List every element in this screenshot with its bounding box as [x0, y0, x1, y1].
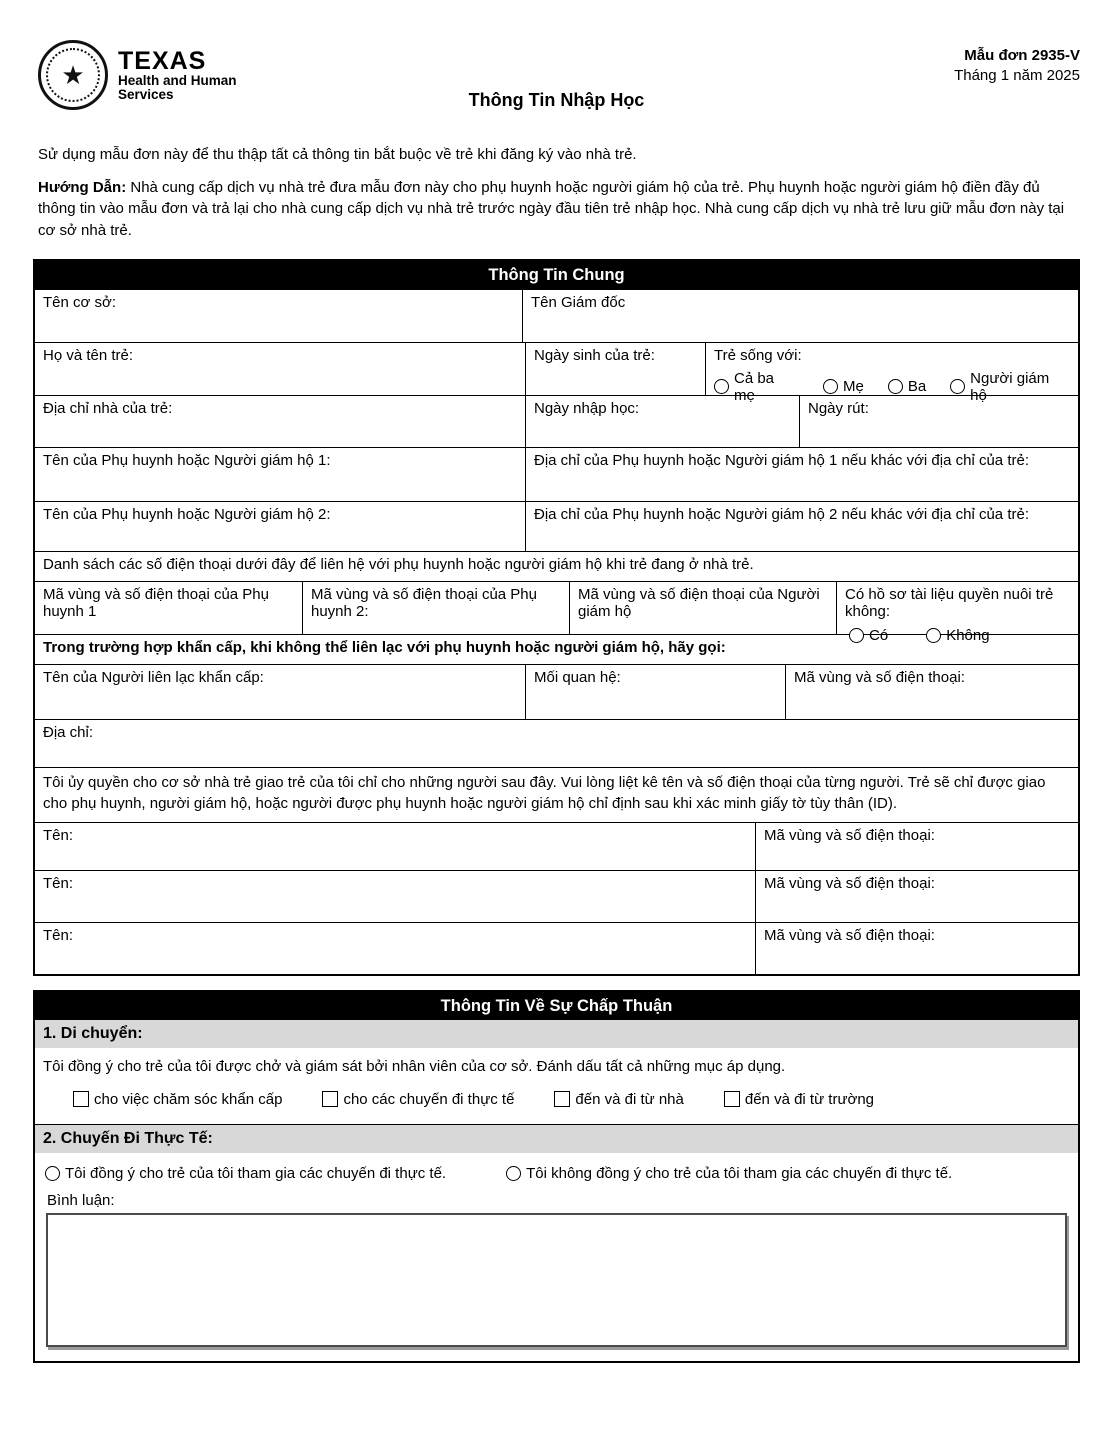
transport-options-row	[73, 1091, 1070, 1108]
lives-with-label: Trẻ sống với:	[714, 346, 802, 364]
emergency-note: Trong trường hợp khẩn cấp, khi không thể liên lạc với phụ huynh hoặc người giám hộ, hãy gọi:	[43, 638, 726, 656]
table-row	[35, 581, 1078, 644]
form-meta	[954, 46, 1080, 87]
parent2-address-field[interactable]	[525, 502, 1078, 551]
fieldtrip-subheader: 2. Chuyến Đi Thực Tế:	[35, 1124, 1078, 1153]
withdraw-date-label: Ngày rút:	[808, 399, 869, 417]
lives-with-both-radio[interactable]	[714, 379, 729, 394]
emergency-note-cell	[35, 635, 1078, 664]
table-row	[35, 551, 1078, 581]
enroll-date-field[interactable]	[525, 396, 799, 447]
child-address-field[interactable]	[35, 396, 525, 447]
emergency-care-checkbox[interactable]	[73, 1091, 89, 1107]
custody-field	[836, 582, 1078, 644]
fieldtrip-agree-label: Tôi đồng ý cho trẻ của tôi tham gia các chuyến đi thực tế.	[65, 1164, 447, 1182]
parent2-phone-label: Mã vùng và số điện thoại của Phụ huynh 2:	[311, 585, 537, 620]
child-name-label: Họ và tên trẻ:	[43, 346, 134, 364]
fieldtrip-options-row	[35, 1153, 1078, 1182]
release-row	[35, 922, 1078, 974]
instructions-label: Hướng Dẫn:	[38, 179, 127, 196]
custody-yes-label: Có	[869, 626, 889, 644]
lives-with-guardian-label: Người giám hộ	[970, 369, 1050, 404]
release-name-field[interactable]	[35, 823, 755, 870]
parent1-name-field[interactable]	[35, 448, 525, 501]
parent1-phone-field[interactable]	[35, 582, 302, 634]
transport-subheader: 1. Di chuyển:	[35, 1020, 1078, 1048]
emergency-name-field[interactable]	[35, 665, 525, 719]
instructions-body: Nhà cung cấp dịch vụ nhà trẻ đưa mẫu đơn này cho phụ huynh hoặc người giám hộ của trẻ. Phụ huynh hoặc người giám hộ điền đầy đủ thông tin vào mẫu đơn và trả lại cho nhà cung cấp dịch vụ nhà trẻ trước ngày đầu tiên trẻ nhập học. Nhà cung cấp dịch vụ nhà trẻ lưu giữ mẫu đơn này tại cơ sở nhà trẻ.	[38, 179, 1065, 239]
release-phone-field[interactable]	[755, 871, 1078, 922]
release-name-field[interactable]	[35, 871, 755, 922]
relationship-label: Mối quan hệ:	[534, 668, 621, 686]
facility-name-field[interactable]	[35, 290, 522, 342]
transport-body	[35, 1048, 1078, 1124]
phones-note: Danh sách các số điện thoại dưới đây để liên hệ với phụ huynh hoặc người giám hộ khi trẻ đang ở nhà trẻ.	[43, 555, 754, 573]
guardian-phone-field[interactable]	[569, 582, 836, 634]
director-name-label: Tên Giám đốc	[531, 293, 626, 311]
fieldtrip-disagree-label: Tôi không đồng ý cho trẻ của tôi tham gia các chuyến đi thực tế.	[526, 1164, 953, 1182]
release-phone-field[interactable]	[755, 923, 1078, 974]
lives-with-father-radio[interactable]	[888, 379, 903, 394]
fieldtrip-body	[35, 1153, 1078, 1347]
release-name-field[interactable]	[35, 923, 755, 974]
table-row	[35, 395, 1078, 447]
consent-header: Thông Tin Về Sự Chấp Thuận	[35, 992, 1078, 1020]
table-row	[35, 501, 1078, 551]
lives-with-father-label: Ba	[907, 378, 927, 396]
general-info-header: Thông Tin Chung	[35, 261, 1078, 289]
release-note-cell	[35, 768, 1078, 822]
phones-note-cell	[35, 552, 1078, 581]
logo-sub-text-1: Health and Human	[118, 72, 237, 88]
custody-label: Có hồ sơ tài liệu quyền nuôi trẻ không:	[845, 585, 1054, 620]
table-row	[35, 289, 1078, 342]
parent2-address-label: Địa chỉ của Phụ huynh hoặc Người giám hộ 2 nếu khác với địa chỉ của trẻ:	[534, 505, 1029, 523]
table-row	[35, 342, 1078, 404]
release-name-label: Tên:	[43, 926, 74, 944]
enroll-date-label: Ngày nhập học:	[534, 399, 640, 417]
emergency-phone-field[interactable]	[785, 665, 1078, 719]
instructions-text	[38, 177, 1080, 241]
star-icon: ★	[61, 60, 85, 90]
parent2-phone-field[interactable]	[302, 582, 569, 634]
release-name-label: Tên:	[43, 826, 74, 844]
lives-with-field	[705, 343, 1078, 404]
parent2-name-field[interactable]	[35, 502, 525, 551]
guardian-phone-label: Mã vùng và số điện thoại của Người giám hộ	[578, 585, 820, 620]
withdraw-date-field[interactable]	[799, 396, 1078, 447]
release-note: Tôi ủy quyền cho cơ sở nhà trẻ giao trẻ của tôi chỉ cho những người sau đây. Vui lòng liệt kê tên và số điện thoại của từng người. Trẻ sẽ chỉ được giao cho phụ huynh, người giám hộ, hoặc người được phụ huynh hoặc người giám hộ chỉ định sau khi xác minh giấy tờ tùy thân (ID).	[43, 773, 1046, 812]
release-row	[35, 822, 1078, 870]
logo-sub-text-2: Services	[118, 87, 174, 103]
parent1-phone-label: Mã vùng và số điện thoại của Phụ huynh 1	[43, 585, 269, 620]
release-name-label: Tên:	[43, 874, 74, 892]
to-from-school-checkbox[interactable]	[724, 1091, 740, 1107]
lives-with-mother-radio[interactable]	[823, 379, 838, 394]
emergency-phone-label: Mã vùng và số điện thoại:	[794, 668, 965, 686]
emergency-care-label: cho việc chăm sóc khẩn cấp	[94, 1090, 283, 1108]
lives-with-both-label: Cả ba mẹ	[734, 369, 775, 404]
release-phone-field[interactable]	[755, 823, 1078, 870]
table-row	[35, 664, 1078, 719]
emergency-address-label: Địa chỉ:	[43, 723, 94, 741]
emergency-name-label: Tên của Người liên lạc khẩn cấp:	[43, 668, 264, 686]
director-name-field[interactable]	[522, 290, 1078, 342]
to-from-home-checkbox[interactable]	[554, 1091, 570, 1107]
page-title: Thông Tin Nhập Học	[468, 90, 645, 110]
comments-input[interactable]	[46, 1213, 1067, 1347]
parent1-address-label: Địa chỉ của Phụ huynh hoặc Người giám hộ 1 nếu khác với địa chỉ của trẻ:	[534, 451, 1029, 469]
logo-texas-text: TEXAS	[118, 46, 207, 75]
lives-with-guardian-radio[interactable]	[950, 379, 965, 394]
form-date: Tháng 1 năm 2025	[954, 67, 1080, 85]
page-header	[0, 0, 1113, 132]
field-trips-label: cho các chuyến đi thực tế	[343, 1090, 515, 1108]
to-from-home-label: đến và đi từ nhà	[575, 1090, 684, 1108]
relationship-field[interactable]	[525, 665, 785, 719]
release-phone-label: Mã vùng và số điện thoại:	[764, 926, 935, 944]
child-dob-field[interactable]	[525, 343, 705, 395]
release-row	[35, 870, 1078, 922]
lives-with-mother-label: Mẹ	[842, 378, 864, 396]
table-row	[35, 719, 1078, 767]
fieldtrip-agree-radio[interactable]	[45, 1166, 60, 1181]
parent2-name-label: Tên của Phụ huynh hoặc Người giám hộ 2:	[43, 505, 331, 523]
intro-text: Sử dụng mẫu đơn này để thu thập tất cả thông tin bắt buộc về trẻ khi đăng ký vào nhà trẻ.	[38, 146, 637, 163]
release-phone-label: Mã vùng và số điện thoại:	[764, 874, 935, 892]
comments-label: Bình luận:	[47, 1191, 115, 1209]
transport-consent-text: Tôi đồng ý cho trẻ của tôi được chở và giám sát bởi nhân viên của cơ sở. Đánh dấu tất cả những mục áp dụng.	[43, 1057, 786, 1075]
to-from-school-label: đến và đi từ trường	[744, 1090, 875, 1108]
child-name-field[interactable]	[35, 343, 525, 395]
emergency-address-field[interactable]	[35, 720, 1078, 767]
consent-table	[33, 990, 1080, 1363]
parent1-name-label: Tên của Phụ huynh hoặc Người giám hộ 1:	[43, 451, 331, 469]
field-trips-checkbox[interactable]	[322, 1091, 338, 1107]
parent1-address-field[interactable]	[525, 448, 1078, 501]
child-address-label: Địa chỉ nhà của trẻ:	[43, 399, 173, 417]
facility-name-label: Tên cơ sở:	[43, 293, 117, 311]
table-row	[35, 634, 1078, 664]
table-row	[35, 447, 1078, 501]
form-number: Mẫu đơn 2935-V	[964, 47, 1080, 64]
custody-no-label: Không	[946, 626, 990, 644]
child-dob-label: Ngày sinh của trẻ:	[534, 346, 655, 364]
general-info-table	[33, 259, 1080, 976]
fieldtrip-disagree-radio[interactable]	[506, 1166, 521, 1181]
release-phone-label: Mã vùng và số điện thoại:	[764, 826, 935, 844]
table-row	[35, 767, 1078, 822]
